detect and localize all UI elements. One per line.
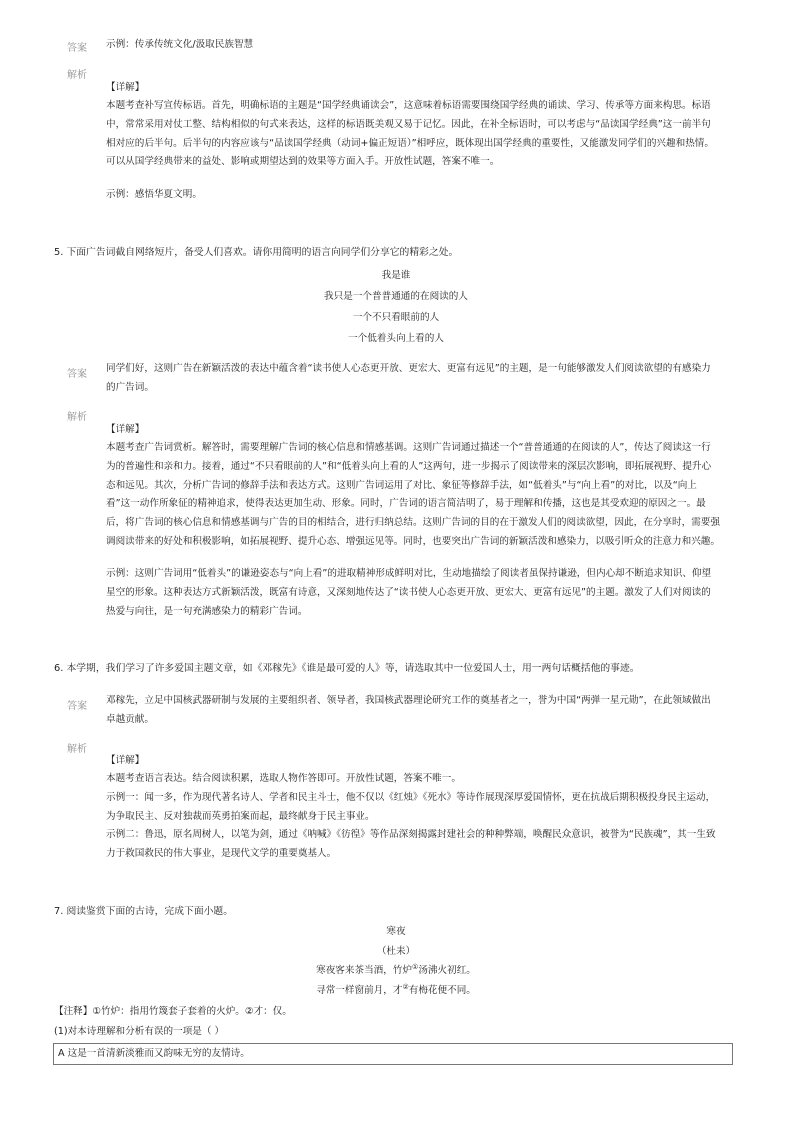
q4-detail: 本题考查补写宣传标语。首先，明确标语的主题是“国学经典诵读会”，这意味着标语需要围绕国学经典的诵读、学习、传承等方面来构思。标语中，常常采用对仗工整、结构相似的句式来表达，这样的标语既美观又易于记忆。因此，在补全标语时，可以考虑与“品读国学经典”这一前半句相对应的后半句。后半句的内容应该与“品读国学经典（动词+偏正短语）”相呼应，既体现出国学经典的重要性，又能激发同学们的兴趣和热情。可以从国学经典带来的益处、影响或期望达到的效果等方面入手。开放性试题，答案不唯一。 bbox=[106, 100, 714, 168]
analysis-label: 解析 bbox=[67, 744, 87, 755]
q5-question: 5. 下面广告词截自网络短片，备受人们喜欢。请你用简明的语言向同学们分享它的精彩之处。 bbox=[54, 247, 459, 258]
q5-example: 示例：这则广告词用“低着头”的谦逊姿态与“向上看”的进取精神形成鲜明对比，生动地描绘了阅读者虽保持谦逊，但内心却不断追求知识、仰望星空的形象。这种表达方式新颖活泼，既富有诗意，又深刻地传达了“读书使人心态更开放、更宏大、更富有远见”的主题。激发了人们对阅读的热爱与向往，是一句充满感染力的精彩广告词。 bbox=[106, 568, 712, 617]
q7-sub-question-1: (1)对本诗理解和分析有误的一项是（ ） bbox=[54, 1026, 225, 1037]
q7-poem-line-1 bbox=[0, 962, 792, 976]
q6-answer: 邓稼先，立足中国核武器研制与发展的主要组织者、领导者，我国核武器理论研究工作的奠基者之一，誉为中国“两弹一星元勋”，在此领域做出卓越贡献。 bbox=[106, 695, 711, 725]
q4-detail-heading: 【详解】 bbox=[106, 82, 145, 93]
q5-poem-line-1: 我是谁 bbox=[381, 270, 411, 281]
answer-label: 答案 bbox=[67, 43, 87, 54]
q6-detail-heading: 【详解】 bbox=[106, 755, 145, 766]
q7-poem-line-2 bbox=[0, 982, 792, 996]
q6-example-1: 示例一：闻一多，作为现代著名诗人、学者和民主斗士，他不仅以《红烛》《死水》等诗作展现深厚爱国情怀，更在抗战后期积极投身民主运动，为争取民主、反对独裁而英勇拍案而起，最终献身于民主事业。 bbox=[106, 792, 716, 822]
q7-poem-line-1a: 寒夜客来茶当酒，竹炉 bbox=[316, 965, 413, 976]
q7-poem-line-1b: 汤沸火初红。 bbox=[418, 965, 476, 976]
q5-poem-line-4: 一个低着头向上看的人 bbox=[348, 333, 444, 344]
q7-poem-line-2b: 有梅花便不同。 bbox=[408, 985, 476, 996]
q4-example: 示例：感悟华夏文明。 bbox=[106, 189, 202, 200]
q7-question: 7. 阅读鉴赏下面的古诗，完成下面小题。 bbox=[54, 906, 234, 917]
q7-poem-title: 寒夜 bbox=[386, 926, 406, 937]
answer-label: 答案 bbox=[67, 369, 87, 380]
analysis-label: 解析 bbox=[67, 70, 87, 81]
q7-poem-author: （杜耒） bbox=[376, 946, 416, 957]
q7-poem-line-2a: 寻常一样窗前月，才 bbox=[316, 985, 403, 996]
q5-detail: 本题考查广告词赏析。解答时，需要理解广告词的核心信息和情感基调。这则广告词通过描述一个“普普通通的在阅读的人”，传达了阅读这一行为的普遍性和亲和力。接着，通过“不只看眼前的人”和“低着头向上看的人”这两句，进一步揭示了阅读带来的深层次影响，即拓展视野、提升心态和远见。其次，分析广告词的修辞手法和表达方式。这则广告词运用了对比、象征等修辞手法，如“低着头”与“向上看”的对比，以及“向上看”这一动作所象征的精神追求，使得表达更加生动、形象。同时，广告词的语言简洁明了，易于理解和传播，这也是其受欢迎的原因之一。最后，将广告词的核心信息和情感基调与广告的目的相结合，进行归纳总结。这则广告词的目的在于激发人们的阅读欲望，因此，在分享时，需要强调阅读带来的好处和积极影响，如拓展视野、提升心态、增强远见等。同时，也要突出广告词的新颖活泼和感染力，以吸引听众的注意力和兴趣。 bbox=[106, 442, 720, 547]
q6-question: 6. 本学期，我们学习了许多爱国主题文章，如《邓稼先》《谁是最可爱的人》等，请选取其中一位爱国人士，用一两句话概括他的事迹。 bbox=[54, 663, 640, 674]
q6-example-2: 示例二：鲁迅，原名周树人，以笔为剑，通过《呐喊》《彷徨》等作品深刻揭露封建社会的种种弊端，唤醒民众意识，被誉为“民族魂”，其一生致力于救国救民的伟大事业，是现代文学的重要奠基人。 bbox=[106, 829, 716, 859]
analysis-label: 解析 bbox=[67, 412, 87, 423]
q5-answer: 同学们好，这则广告在新颖活泼的表达中蕴含着“读书使人心态更开放、更宏大、更富有远见”的主题，是一句能够激发人们阅读欲望的有感染力的广告词。 bbox=[106, 363, 711, 393]
note-1-marker: ① bbox=[412, 962, 419, 971]
note-2-marker: ② bbox=[402, 982, 409, 991]
q5-detail-heading: 【详解】 bbox=[106, 424, 145, 435]
q4-answer: 示例：传承传统文化/汲取民族智慧 bbox=[106, 39, 254, 50]
q5-poem-line-3: 一个不只看眼前的人 bbox=[352, 312, 440, 323]
q5-poem-line-2: 我只是一个普普通通的在阅读的人 bbox=[324, 291, 468, 302]
q7-note: 【注释】①竹炉：指用竹篾套子套着的火炉。②才：仅。 bbox=[54, 1006, 292, 1017]
q7-option-a[interactable]: A 这是一首清新淡雅而又韵味无穷的友情诗。 bbox=[53, 1043, 733, 1065]
answer-label: 答案 bbox=[67, 701, 87, 712]
q6-detail: 本题考查语言表达。结合阅读积累，选取人物作答即可。开放性试题，答案不唯一。 bbox=[106, 773, 461, 784]
